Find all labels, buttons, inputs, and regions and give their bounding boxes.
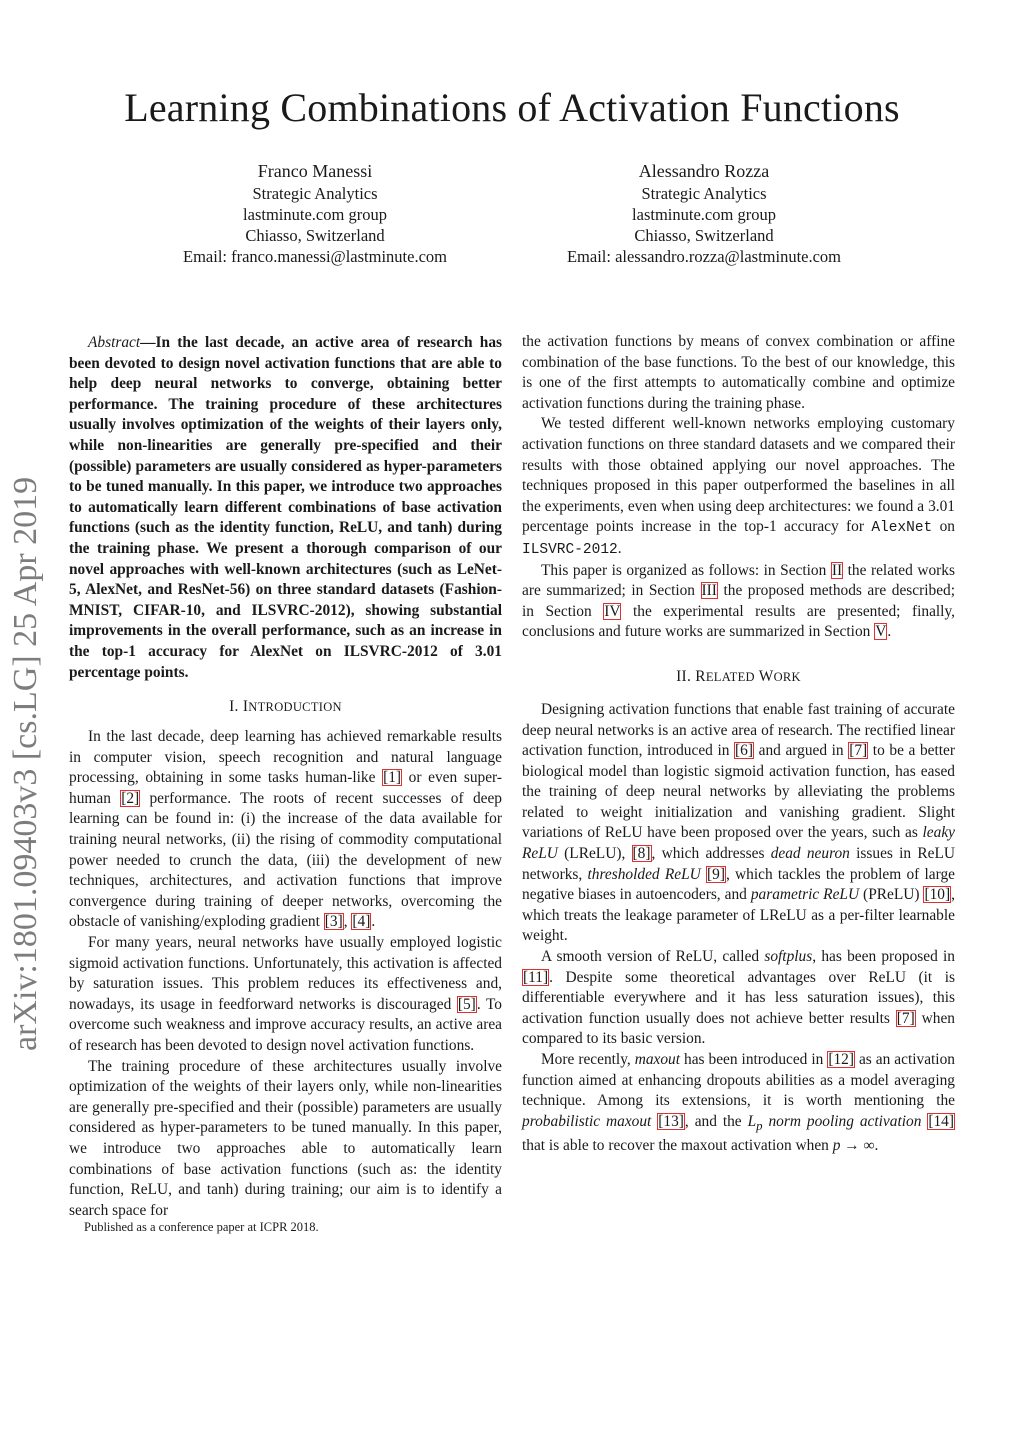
arxiv-id-text: arXiv:1801.09403v3 [cs.LG] 25 Apr 2019 — [7, 476, 44, 1051]
author-email[interactable]: Email: alessandro.rozza@lastminute.com — [566, 247, 842, 266]
citation-link[interactable]: [8] — [632, 845, 651, 863]
math-value: 3.01 — [928, 497, 955, 515]
section-title-cap: I — [242, 698, 249, 716]
citation-link[interactable]: [5] — [457, 995, 476, 1013]
arxiv-identifier — [7, 476, 44, 1051]
citation-link[interactable]: [2] — [121, 789, 140, 807]
citation-link[interactable]: [3] — [324, 913, 343, 931]
math-lp: $L_p$ — [747, 1112, 763, 1133]
author-name: Franco Manessi — [257, 161, 373, 181]
abstract — [69, 333, 502, 683]
citation-link[interactable]: [11] — [523, 968, 549, 986]
citation-link[interactable]: [1] — [383, 769, 402, 787]
section-heading-introduction — [69, 697, 502, 717]
author-block-1 — [125, 160, 505, 267]
section-number: I. — [229, 698, 239, 716]
intro-paragraph-3-cont: the activation functions by means of convex combination or affine combination of the base functions. To the best of our knowledge, this is one of the first attempts to automatically combine and optimize activation functions during the training phase. — [522, 333, 955, 412]
abstract-text: —In the last decade, an active area of research has been devoted to design novel activation functions that are able to help deep neural networks to converge, obtaining better performance. The training procedure of these architectures usually involves optimization of the weights of their layers only, while non-linearities are generally pre-specified and their (possible) parameters are usually considered as hyper-parameters to be tuned manually. In this paper, we introduce two approaches to automatically learn different combinations of base activation functions (such as the identity function, ReLU, and tanh) during the training phase. We present a thorough comparison of our novel approaches with well-known architectures (such as LeNet-5, AlexNet, and ResNet-56) on three standard datasets (Fashion-MNIST, CIFAR-10, and ILSVRC-2012), showing substantial improvements in the overall performance, such as an increase in the top-1 accuracy for AlexNet on ILSVRC-2012 of 3.01 percentage points. — [69, 334, 502, 681]
author-location: Chiasso, Switzerland — [634, 226, 774, 245]
author-location: Chiasso, Switzerland — [245, 226, 385, 245]
intro-paragraph-5: This paper is organized as follows: in Section II the related works are summarized; in Section III the proposed methods are described; in Section IV the experimental results are presented; finally, conclusions and future works are summarized in Section V. — [522, 561, 955, 641]
citation-link[interactable]: [13] — [658, 1112, 684, 1130]
citation-link[interactable]: [4] — [352, 913, 371, 931]
author-org: lastminute.com group — [243, 205, 387, 224]
author-email[interactable]: Email: franco.manessi@lastminute.com — [183, 247, 447, 266]
section-link[interactable]: IV — [604, 602, 621, 620]
citation-link[interactable]: [6] — [735, 742, 753, 760]
citation-link[interactable]: [12] — [828, 1051, 854, 1068]
section-link[interactable]: III — [701, 582, 717, 600]
related-paragraph-1: Designing activation functions that enable fast training of accurate deep neural networks is an active area of research. The rectified linear activation function, introduced in [6] and argued in [7] to be a better biological model than logistic sigmoid activation function, has eased the training of deep neural networks by alleviating the problems related to weight initialization and vanishing gradient. Slight variations of ReLU have been proposed over the years, such as leaky ReLU (LReLU), [8], which addresses dead neuron issues in ReLU networks, thresholded ReLU [9], which tackles the problem of large negative biases in autoencoders, and parametric ReLU (PReLU) [10], which treats the leakage parameter of LReLU as a per-filter learnable weight. — [522, 700, 955, 945]
citation-link[interactable]: [7] — [896, 1009, 915, 1027]
intro-paragraph-2: For many years, neural networks have usually employed logistic sigmoid activation functions. Unfortunately, this activation is affected by saturation issues. This problem reduces its effectiveness and, nowadays, its usage in feedforward networks is discouraged [5]. To overcome such weakness and improve accuracy results, an active area of research has been devoted to design novel activation functions. — [69, 934, 502, 1054]
related-paragraph-2: A smooth version of ReLU, called softplus, has been proposed in [11]. Despite some theoretical advantages over ReLU (it is differentiable everywhere and it has less saturation issues), this activation function usually does not achieve better results [7] when compared to its basic version. — [522, 948, 955, 1048]
code-alexnet: AlexNet — [871, 520, 933, 537]
abstract-label: Abstract — [88, 334, 141, 351]
footnote: Published as a conference paper at ICPR 2018. — [84, 1220, 319, 1234]
section-heading-related-work: II. RELATED WORK — [676, 667, 801, 685]
intro-paragraph-4: We tested different well-known networks employing customary activation functions on three standard datasets and we compared their results with those obtained applying our novel approaches. The techniques proposed in this paper outperformed the baselines in all the experiments, even when using deep architectures: we found a 3.01 percentage points increase in the top-1 accuracy for AlexNet on ILSVRC-2012. — [522, 415, 955, 558]
left-column — [69, 333, 502, 1221]
citation-link[interactable]: [14] — [928, 1112, 954, 1130]
author-dept: Strategic Analytics — [252, 184, 378, 203]
paper-title: Learning Combinations of Activation Functions — [124, 85, 900, 130]
math-limit: p → ∞ — [832, 1137, 875, 1155]
author-dept: Strategic Analytics — [641, 184, 767, 203]
citation-link[interactable]: [10] — [924, 886, 951, 904]
intro-paragraph-3: The training procedure of these architectures usually involve optimization of the weights of their layers only, while non-linearities are generally pre-specified and their (possible) parameters are usually considered as hyper-parameters to be tuned manually. In this paper, we introduce two approaches able to automatically learn combinations of base activation functions (such as: the identity function, ReLU, and tanh) during training; our aim is to identify a search space for — [69, 1057, 502, 1219]
math-relu: ReLU — [130, 1181, 169, 1199]
author-org: lastminute.com group — [632, 205, 776, 224]
math-tanh: tanh — [206, 1181, 234, 1199]
related-paragraph-3: More recently, maxout has been introduced in [12] as an activation function aimed at enhancing dropouts abilities as a model averaging technique. Among its extensions, it is worth mentioning the probabilistic maxout [13], and the $L_p$ norm pooling activation [14] that is able to recover the maxout activation when p → ∞. — [522, 1051, 955, 1155]
right-column — [522, 332, 955, 1157]
author-block-2 — [514, 160, 894, 267]
section-title-rest: NTRODUCTION — [248, 700, 342, 715]
section-link[interactable]: V — [875, 623, 887, 641]
citation-link[interactable]: [7] — [849, 742, 868, 760]
intro-paragraph-1: In the last decade, deep learning has achieved remarkable results in computer vision, speech recognition and natural language processing, obtaining in some tasks human-like [1] or even super-human [2] performance. The roots of recent successes of deep learning can be found in: (i) the increase of the data available for training neural networks, (ii) the rising of commodity computational power needed to crunch the data, (iii) the development of new techniques, architectures, and activation functions that improve convergence during training of deeper networks, overcoming the obstacle of vanishing/exploding gradient [3], [4]. — [69, 728, 502, 931]
code-ilsvrc: ILSVRC-2012 — [522, 541, 618, 558]
section-number: II. — [676, 667, 692, 685]
citation-link[interactable]: [9] — [707, 865, 725, 883]
section-link[interactable]: II — [831, 561, 843, 579]
author-name: Alessandro Rozza — [638, 161, 770, 181]
